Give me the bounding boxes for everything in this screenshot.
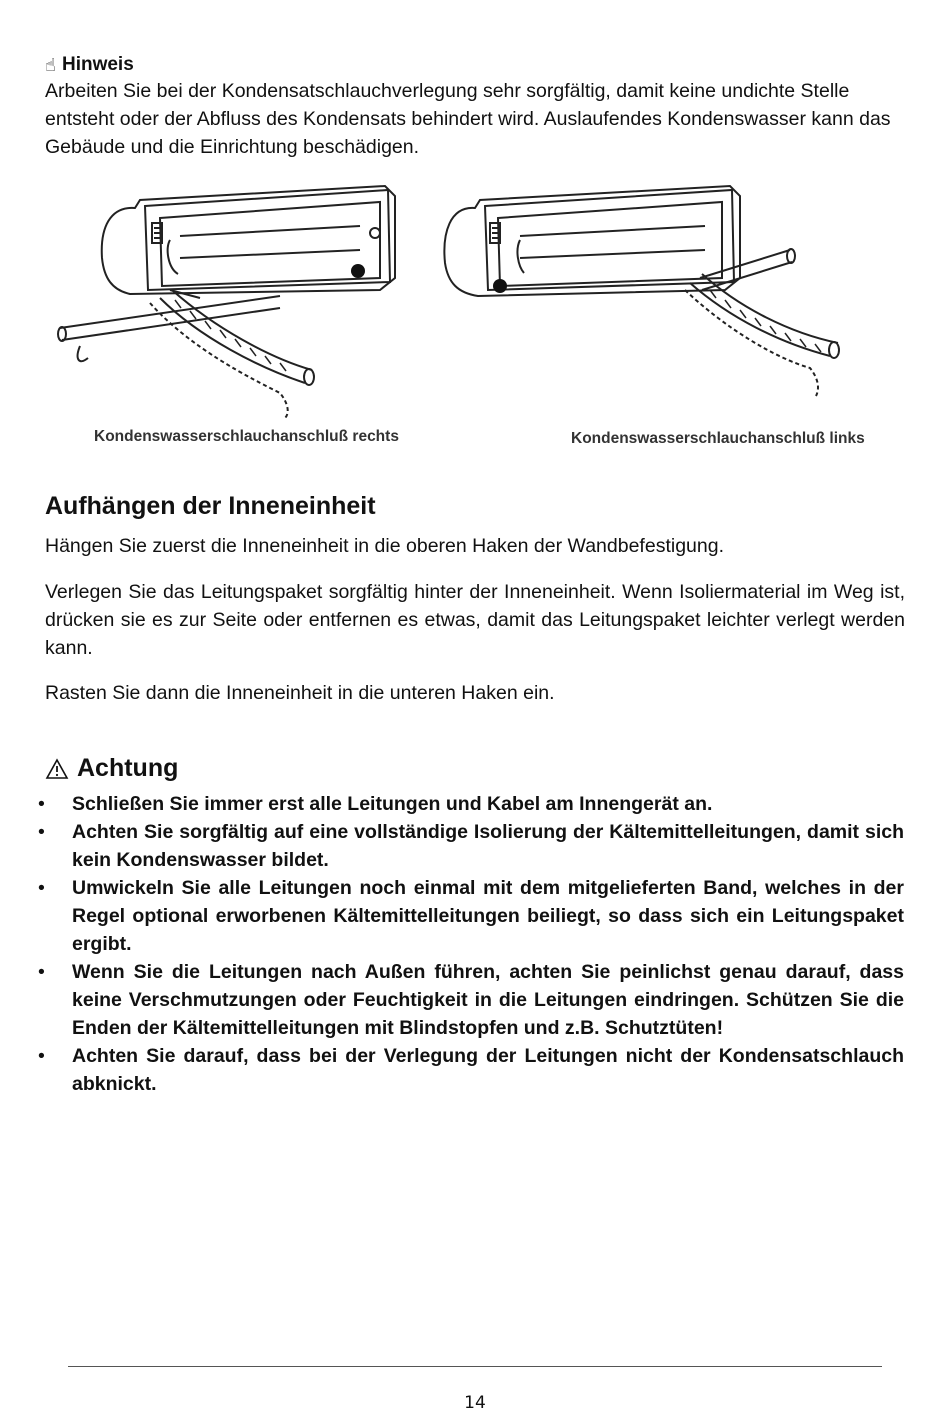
list-item: [36, 958, 904, 1042]
list-item-text: Schließen Sie immer erst alle Leitungen und Kabel am Innengerät an.: [72, 793, 713, 815]
page-number: 14: [464, 1393, 486, 1413]
paragraph: Hängen Sie zuerst die Inneneinheit in die oberen Haken der Wandbefestigung.: [45, 535, 724, 557]
achtung-title: Achtung: [77, 754, 179, 782]
achtung-heading: [45, 754, 178, 783]
bullet: •: [38, 877, 45, 899]
warning-triangle-icon: [45, 758, 69, 780]
list-item-text: Achten Sie sorgfältig auf eine vollständige Isolierung der Kältemittelleitungen, damit sich kein Kondenswasser bildet.: [72, 821, 904, 871]
list-item: [36, 874, 904, 958]
list-item-text: Achten Sie darauf, dass bei der Verlegung der Leitungen nicht der Kondensatschlauch abknickt.: [72, 1045, 904, 1095]
list-item: [36, 1042, 904, 1098]
list-item: [36, 818, 904, 874]
hinweis-title: Hinweis: [61, 54, 134, 75]
section-heading: Aufhängen der Inneneinheit: [45, 492, 376, 520]
pointing-hand-icon: ☝: [45, 54, 56, 75]
bullet: •: [38, 793, 45, 815]
bullet: •: [38, 961, 45, 983]
hinweis-text: Arbeiten Sie bei der Kondensatschlauchverlegung sehr sorgfältig, damit keine undichte Stelle entsteht oder der Abfluss des Kondensats behindert wird. Auslaufendes Kondenswasser kann das Gebäude und die Einrichtung beschädigen.: [45, 80, 891, 158]
warning-list: [36, 790, 904, 1098]
paragraph: Rasten Sie dann die Inneneinheit in die unteren Haken ein.: [45, 682, 555, 704]
list-item-text: Wenn Sie die Leitungen nach Außen führen, achten Sie peinlichst genau darauf, dass keine Verschmutzungen oder Feuchtigkeit in die Leitungen eindringen. Schützen Sie die Enden der Kältemittelleitungen mit Blindstopfen und z.B. Schutztüten!: [72, 961, 904, 1039]
bullet: •: [38, 1045, 45, 1067]
drain-hose-right-illustration: [50, 178, 430, 428]
right-figure-caption: Kondenswasserschlauchanschluß links: [571, 430, 865, 447]
paragraph: Verlegen Sie das Leitungspaket sorgfältig hinter der Inneneinheit. Wenn Isoliermaterial im Weg ist, drücken sie es zur Seite oder entfernen es etwas, damit das Leitungspaket leichter verlegt werden kann.: [45, 581, 905, 659]
list-item: [36, 790, 904, 818]
list-item-text: Umwickeln Sie alle Leitungen noch einmal mit dem mitgelieferten Band, welches in der Regel optional erworbenen Kältemittelleitungen beiliegt, so dass sich ein Leitungspaket ergibt.: [72, 877, 904, 955]
hinweis-heading: [45, 54, 134, 76]
footer-divider: [68, 1366, 882, 1367]
left-figure-caption: Kondenswasserschlauchanschluß rechts: [94, 428, 399, 445]
bullet: •: [38, 821, 45, 843]
drain-hose-left-illustration: [440, 178, 900, 428]
